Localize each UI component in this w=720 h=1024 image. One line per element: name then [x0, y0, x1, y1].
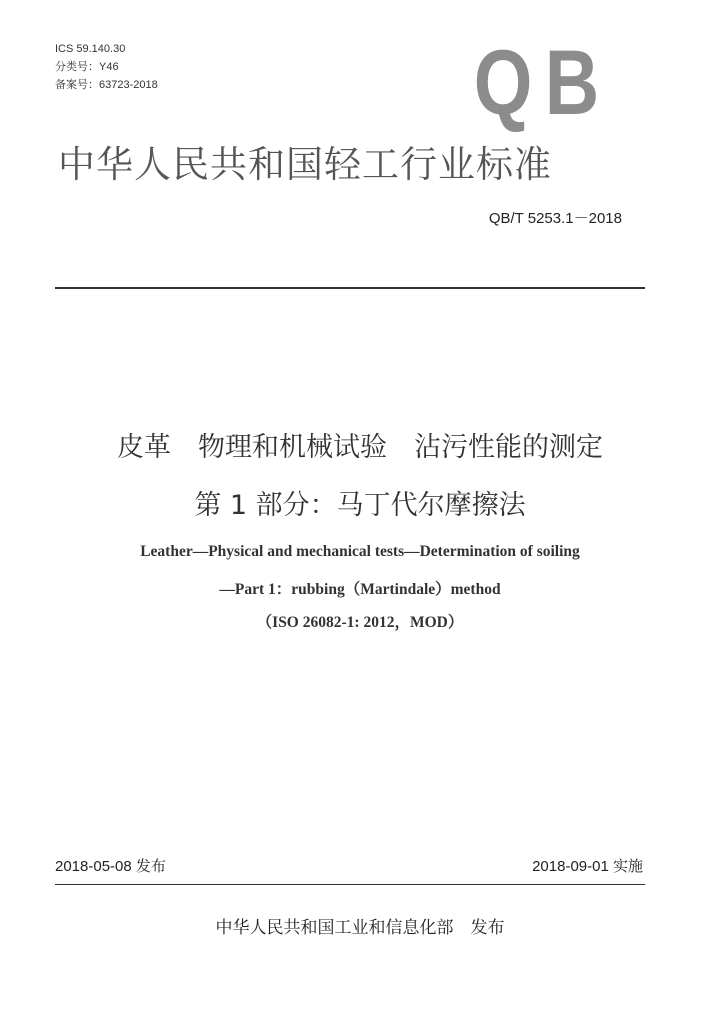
- industry-standard-title: 中华人民共和国轻工行业标准: [58, 143, 552, 186]
- filing-number: 备案号：63723-2018: [55, 79, 158, 91]
- qb-logo-letter-q: Q: [473, 32, 533, 134]
- classification-number: 分类号：Y46: [55, 61, 119, 73]
- document-title-cn-line1: 皮革 物理和机械试验 沾污性能的测定: [117, 432, 603, 463]
- publisher: 中华人民共和国工业和信息化部 发布: [215, 918, 505, 938]
- document-title-en-line2: —Part 1：rubbing（Martindale）method: [219, 581, 501, 598]
- standard-number: QB/T 5253.1－2018: [488, 210, 622, 227]
- bottom-divider: [55, 884, 645, 885]
- implementation-date: 2018-09-01 实施: [532, 858, 643, 875]
- ics-code: ICS 59.140.30: [55, 43, 126, 55]
- document-title-en-line1: Leather—Physical and mechanical tests—Determination of soiling: [140, 543, 580, 560]
- top-divider: [55, 287, 645, 289]
- document-title-cn-line2: 第 1 部分：马丁代尔摩擦法: [194, 490, 526, 521]
- qb-logo: [468, 32, 603, 134]
- qb-logo-letter-b: B: [544, 32, 600, 134]
- issue-date: 2018-05-08 发布: [55, 858, 166, 875]
- standard-metadata: [55, 40, 158, 94]
- iso-reference: （ISO 26082-1: 2012，MOD）: [256, 614, 464, 631]
